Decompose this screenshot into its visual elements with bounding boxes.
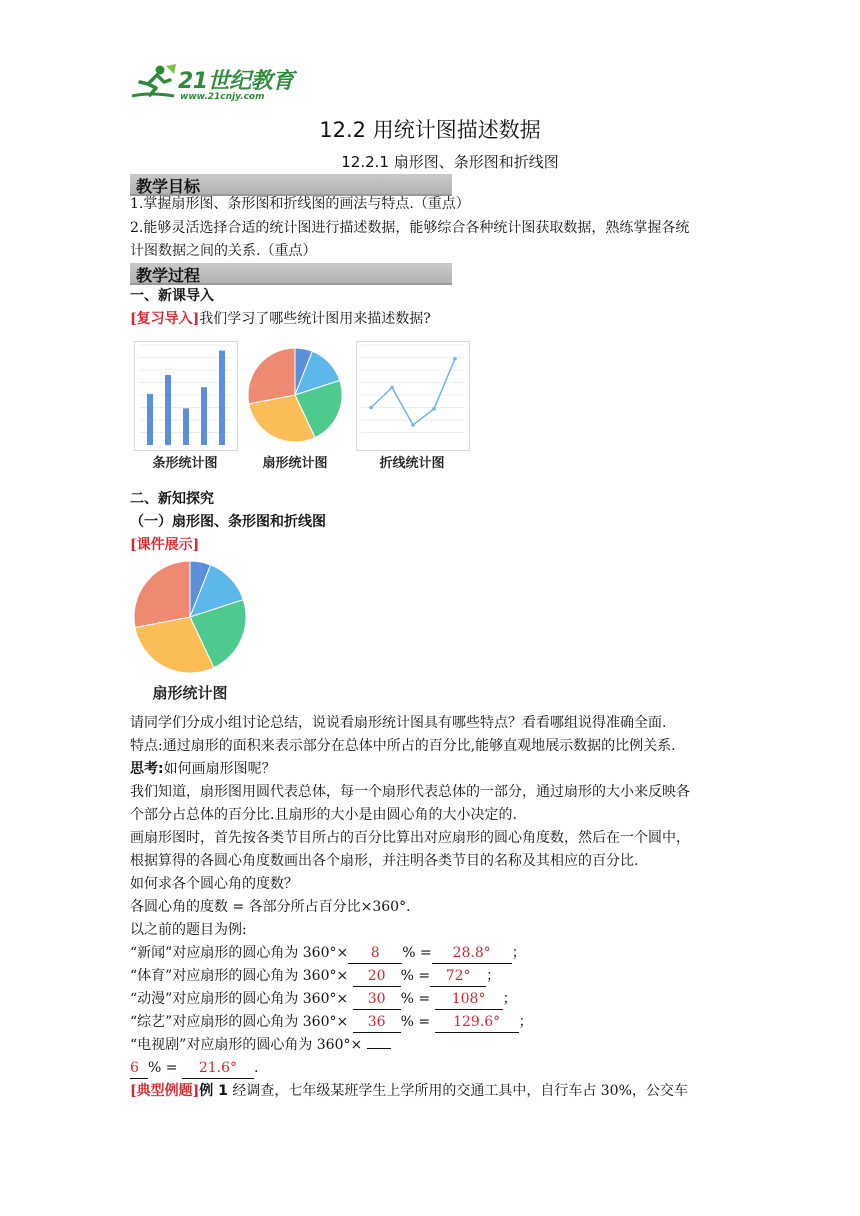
bar [219, 351, 225, 445]
section-header-goals [130, 174, 452, 196]
example-tag: [典型例题] [130, 1083, 200, 1099]
row-mid: % = [400, 968, 431, 984]
line-chart-caption: 折线统计图 [379, 456, 445, 471]
line-chart [357, 342, 469, 450]
pie-chart-small [246, 345, 344, 445]
show-tag: [课件展示] [130, 537, 200, 553]
line-point [390, 386, 394, 390]
line-point [432, 407, 436, 411]
paragraph: 画扇形图时，首先按各类节目所占的百分比算出对应扇形的圆心角度数，然后在一个圆中， [130, 830, 690, 846]
bar-chart [135, 342, 237, 450]
line-point [369, 406, 373, 410]
bar [183, 408, 189, 445]
bar-chart-caption: 条形统计图 [152, 456, 218, 471]
example-text: 经调查，七年级某班学生上学所用的交通工具中，自行车占 30%，公交车 [227, 1083, 688, 1099]
angle-row [130, 989, 735, 1010]
paragraph: 如何求各个圆心角的度数？ [130, 876, 298, 892]
think-label: 思考: [130, 761, 164, 777]
pie-chart-large-box [130, 558, 250, 676]
percent-blank: 8 [348, 943, 402, 964]
angle-row [130, 966, 735, 987]
row-mid: % = [400, 1014, 435, 1030]
section-heading: 教学目标 [136, 177, 201, 196]
bar-chart-thumbnail [134, 341, 238, 451]
goal-item: 1.掌握扇形图、条形图和折线图的画法与特点.（重点） [130, 196, 470, 212]
paragraph: 特点:通过扇形的面积来表示部分在总体中所占的百分比,能够直观地展示数据的比例关系. [130, 738, 676, 754]
think-line [130, 759, 735, 779]
goal-item: 计图数据之间的关系.（重点） [130, 243, 317, 259]
review-line [130, 309, 735, 329]
bar [147, 394, 153, 445]
page-title: 12.2 用统计图描述数据 [319, 118, 541, 142]
paragraph: 以之前的题目为例: [130, 922, 247, 938]
row-prefix: “新闻”对应扇形的圆心角为 360°× [130, 945, 349, 961]
percent-blank: 6 [130, 1058, 148, 1079]
part-heading-intro: 一、新课导入 [130, 288, 214, 304]
think-text: 如何画扇形图呢？ [163, 761, 276, 777]
paragraph: 根据算得的各圆心角度数画出各个扇形，并注明各类节目的名称及其相应的百分比. [130, 853, 639, 869]
line-chart-thumbnail [356, 341, 470, 451]
answer-blank: 72° [430, 966, 486, 987]
row-end: ； [486, 968, 501, 984]
angle-row [130, 1035, 735, 1055]
row-prefix: “综艺”对应扇形的圆心角为 360°× [130, 1014, 353, 1030]
row-mid: % = [148, 1060, 182, 1076]
pie-chart-large [130, 558, 250, 676]
line-point [411, 423, 415, 427]
row-prefix: “电视剧”对应扇形的圆心角为 360°× [130, 1037, 363, 1053]
answer-blank: 129.6° [435, 1012, 519, 1033]
paragraph: 个部分占总体的百分比.且扇形的大小是由圆心角的大小决定的. [130, 807, 517, 823]
row-prefix: “动漫”对应扇形的圆心角为 360°× [130, 991, 353, 1007]
paragraph: 各圆心角的度数 = 各部分所占百分比×360°. [130, 899, 411, 915]
paragraph: 请同学们分成小组讨论总结，说说看扇形统计图具有哪些特点？看看哪组说得准确全面. [130, 715, 667, 731]
section-heading: 教学过程 [136, 266, 201, 285]
logo [130, 62, 300, 106]
answer-blank: 21.6° [182, 1058, 254, 1079]
answer-blank: 108° [435, 989, 503, 1010]
pie-chart-large-caption: 扇形统计图 [152, 684, 228, 702]
sub-heading: （一）扇形图、条形图和折线图 [130, 514, 326, 530]
percent-blank: 30 [353, 989, 401, 1010]
pie-chart-thumbnail [246, 345, 344, 445]
goal-item: 2.能够灵活选择合适的统计图进行描述数据，能够综合各种统计图获取数据，熟练掌握各统 [130, 220, 690, 236]
row-end: ； [502, 991, 517, 1007]
pie-chart-caption: 扇形统计图 [262, 456, 328, 471]
pie-slice [248, 348, 295, 404]
row-mid: % = [402, 945, 432, 961]
percent-blank-start [367, 1048, 391, 1049]
angle-row [130, 943, 735, 964]
angle-row-continued [130, 1058, 735, 1079]
line-point [453, 357, 457, 361]
percent-blank: 36 [353, 1012, 401, 1033]
review-tag: [复习导入] [130, 311, 200, 327]
page-subtitle: 12.2.1 扇形图、条形图和折线图 [341, 153, 559, 171]
row-end: ； [511, 945, 526, 961]
bar [165, 375, 171, 445]
pie-slice [134, 561, 190, 627]
row-prefix: “体育”对应扇形的圆心角为 360°× [130, 968, 353, 984]
runner-logo-icon [130, 62, 178, 106]
percent-blank: 20 [353, 966, 401, 987]
row-end: . [253, 1060, 259, 1076]
paragraph: 我们知道，扇形图用圆代表总体，每一个扇形代表总体的一部分，通过扇形的大小来反映各 [130, 784, 690, 800]
logo-url-text: www.21cnjy.com [180, 92, 265, 102]
example-line [130, 1081, 735, 1101]
part-heading-explore: 二、新知探究 [130, 491, 214, 507]
section-header-process [130, 263, 452, 285]
answer-blank: 28.8° [432, 943, 512, 964]
logo-brand-text: 21世纪教育 [178, 69, 294, 94]
example-label: 例 1 [199, 1083, 228, 1099]
row-mid: % = [400, 991, 435, 1007]
review-text: 我们学习了哪些统计图用来描述数据? [199, 311, 431, 327]
row-end: ； [518, 1014, 533, 1030]
line-series [371, 359, 455, 425]
angle-row [130, 1012, 735, 1033]
bar [201, 387, 207, 445]
